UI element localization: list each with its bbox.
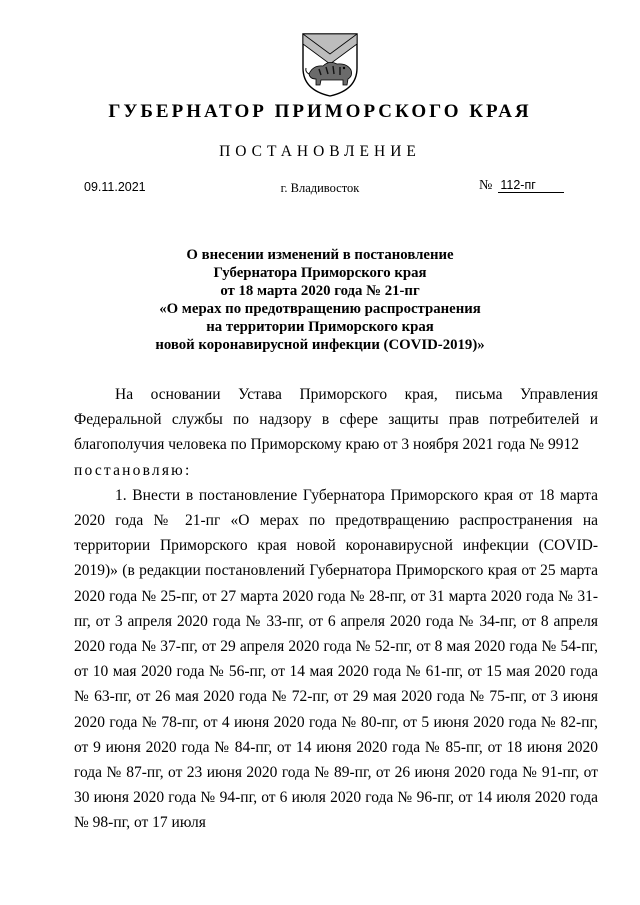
subject-line: новой коронавирусной инфекции (COVID-2019)» xyxy=(155,337,485,353)
subject-line: «О мерах по предотвращению распространения xyxy=(159,301,481,317)
subject-line: Губернатора Приморского края xyxy=(213,265,427,281)
preamble-paragraph: На основании Устава Приморского края, письма Управления Федеральной службы по надзору в сфере защиты прав потребителей и благополучия человека по Приморскому краю от 3 ноября 2021 года № 9912 xyxy=(74,386,598,454)
number-sign: № xyxy=(479,178,493,193)
resolve-word: постановляю: xyxy=(74,461,192,479)
subject-line: О внесении изменений в постановление xyxy=(186,247,454,263)
document-body xyxy=(74,382,598,836)
number-value: 112-пг xyxy=(498,178,564,193)
document-date: 09.11.2021 xyxy=(84,180,146,194)
document-type: ПОСТАНОВЛЕНИЕ xyxy=(219,143,421,160)
coat-of-arms-emblem xyxy=(299,30,361,98)
government-title: ГУБЕРНАТОР ПРИМОРСКОГО КРАЯ xyxy=(108,101,532,122)
document-number xyxy=(479,178,564,194)
document-city: г. Владивосток xyxy=(280,181,360,195)
subject-line: от 18 марта 2020 года № 21-пг xyxy=(220,283,420,299)
document-subject xyxy=(0,246,640,354)
item-1-paragraph: 1. Внести в постановление Губернатора Приморского края от 18 марта 2020 года № 21-пг «О мерах по предотвращению распространения на территории Приморского края новой коронавирусной инфекции (COVID-2019)» (в редакции постановлений Губернатора Приморского края от 25 марта 2020 года № 25-пг, от 27 марта 2020 года № 28-пг, от 31 марта 2020 года № 31-пг, от 3 апреля 2020 года № 33-пг, от 6 апреля 2020 года № 34-пг, от 8 апреля 2020 года № 37-пг, от 29 апреля 2020 года № 52-пг, от 8 мая 2020 года № 54-пг, от 10 мая 2020 года № 56-пг, от 14 мая 2020 года № 61-пг, от 15 мая 2020 года № 63-пг, от 26 мая 2020 года № 72-пг, от 29 мая 2020 года № 75-пг, от 3 июня 2020 года № 78-пг, от 4 июня 2020 года № 80-пг, от 5 июня 2020 года № 82-пг, от 9 июня 2020 года № 84-пг, от 14 июня 2020 года № 85-пг, от 18 июня 2020 года № 87-пг, от 23 июня 2020 года № 89-пг, от 26 июня 2020 года № 91-пг, от 30 июня 2020 года № 94-пг, от 6 июля 2020 года № 96-пг, от 14 июля 2020 года № 98-пг, от 17 июля xyxy=(74,486,598,832)
subject-line: на территории Приморского края xyxy=(206,319,434,335)
